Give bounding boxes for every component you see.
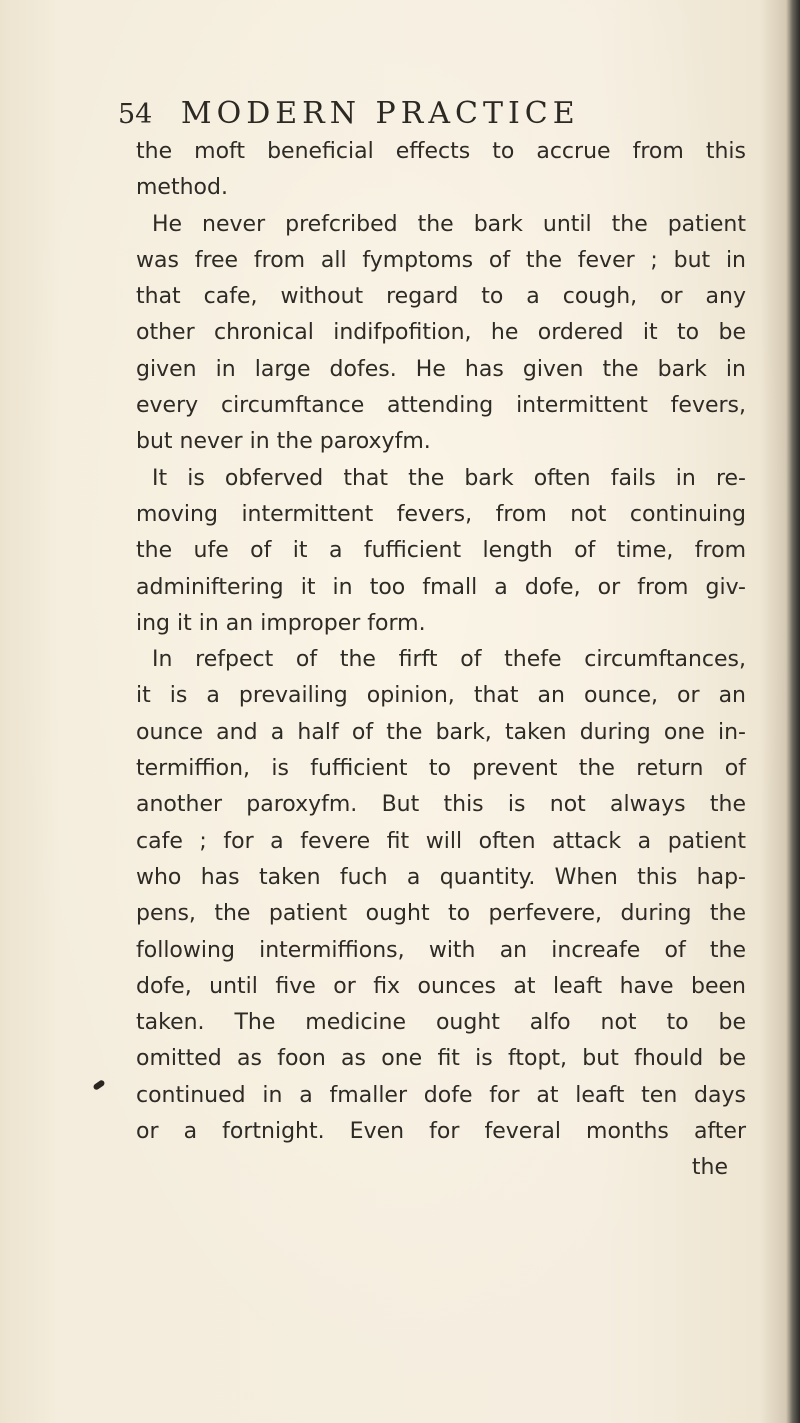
text-line: other chronical indifpofition, he ordered it to be bbox=[136, 320, 746, 346]
text-line: the ufe of it a fufficient length of time, from bbox=[136, 538, 746, 564]
text-line: was free from all fymptoms of the fever ; but in bbox=[136, 247, 746, 273]
text-line: that cafe, without regard to a cough, or any bbox=[136, 284, 746, 310]
text-line: termiffion, is fufficient to prevent the return of bbox=[136, 756, 746, 782]
text-line: cafe ; for a fevere fit will often attack a patient bbox=[136, 828, 746, 854]
text-line: continued in a fmaller dofe for at leaft ten days bbox=[136, 1082, 746, 1108]
text-line: moving intermittent fevers, from not continuing bbox=[136, 501, 746, 527]
ink-mark bbox=[92, 1079, 105, 1091]
page-edge-shadow bbox=[786, 0, 800, 1423]
text-line: who has taken fuch a quantity. When this hap- bbox=[136, 864, 746, 890]
page-number: 54 bbox=[118, 99, 153, 130]
text-line: pens, the patient ought to perfevere, during the bbox=[136, 901, 746, 927]
text-line: ing it in an improper form. bbox=[136, 610, 426, 636]
text-line: omitted as foon as one fit is ftopt, but fhould be bbox=[136, 1046, 746, 1072]
text-line: another paroxyfm. But this is not always the bbox=[136, 792, 746, 818]
text-line: ounce and a half of the bark, taken during one in- bbox=[136, 719, 746, 745]
text-line: but never in the paroxyfm. bbox=[136, 429, 431, 455]
running-title: MODERN PRACTICE bbox=[180, 96, 580, 131]
text-line: adminiftering it in too fmall a dofe, or from giv- bbox=[136, 574, 746, 600]
text-line: the moft beneficial effects to accrue from this bbox=[136, 139, 746, 164]
text-line: He never prefcribed the bark until the patient bbox=[152, 211, 746, 237]
text-line: every circumftance attending intermittent fevers, bbox=[136, 393, 746, 419]
text-line: dofe, until five or fix ounces at leaft have been bbox=[136, 973, 746, 999]
text-line: or a fortnight. Even for feveral months after bbox=[136, 1119, 746, 1145]
text-line: taken. The medicine ought alfo not to be bbox=[136, 1010, 746, 1036]
text-line: following intermiffions, with an increafe of the bbox=[136, 937, 746, 963]
catchword: the bbox=[691, 1155, 728, 1181]
text-line: it is a prevailing opinion, that an ounce, or an bbox=[136, 683, 746, 709]
text-line: method. bbox=[136, 175, 228, 201]
body-text bbox=[136, 134, 746, 1187]
text-line: In refpect of the firft of thefe circumftances, bbox=[152, 647, 746, 673]
text-line: given in large dofes. He has given the bark in bbox=[136, 356, 746, 382]
text-line: It is obferved that the bark often fails in re- bbox=[152, 465, 746, 491]
